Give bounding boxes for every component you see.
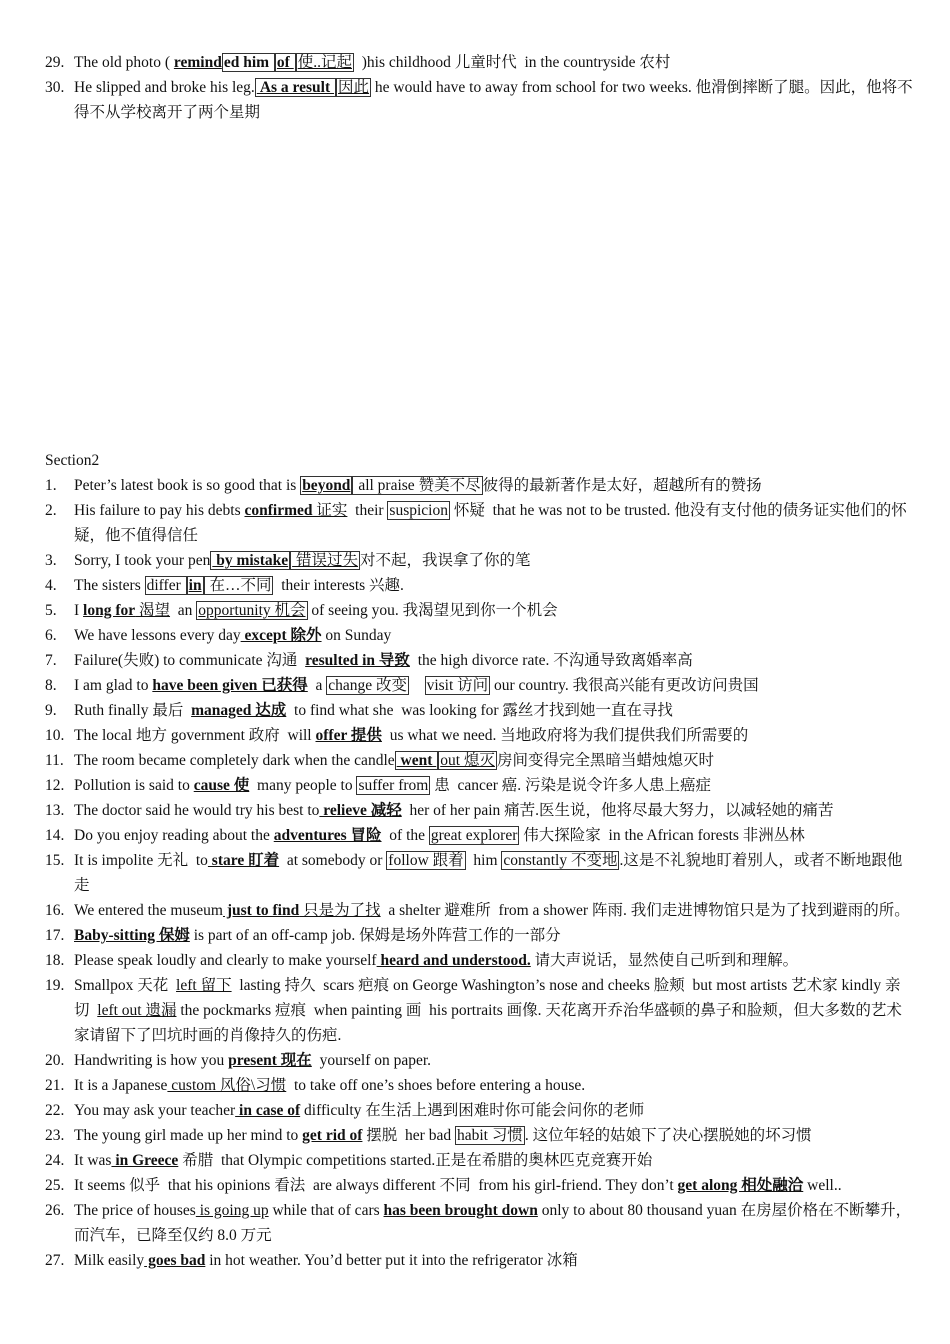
text-segment: .这是不礼貌地盯着别人，或者不断地跟他走 — [74, 852, 903, 894]
text-segment: while that of cars — [268, 1202, 384, 1219]
list-item — [45, 748, 915, 773]
text-segment: a shelter 避难所 from a shower 阵雨. 我们走进博物馆只是为了找到避雨的所。 — [380, 902, 910, 919]
item-number: 15. — [45, 852, 65, 869]
text-segment: in hot weather. You’d better put it into the refrigerator 冰箱 — [205, 1252, 578, 1269]
highlighted-phrase: in Greece — [111, 1152, 179, 1169]
boxed-phrase: follow 跟着 — [388, 852, 464, 869]
highlighted-phrase: cause 使 — [193, 777, 250, 794]
item-text — [74, 78, 913, 121]
list-item — [45, 473, 915, 498]
highlighted-phrase: long for — [83, 602, 136, 619]
text-segment: The price of houses — [74, 1202, 196, 1219]
item-number: 20. — [45, 1052, 65, 1069]
text-segment: 请大声说话，显然使自己听到和理解。 — [530, 952, 799, 969]
item-number: 17. — [45, 927, 65, 944]
item-number: 14. — [45, 827, 65, 844]
item-text — [74, 751, 714, 770]
item-text — [74, 802, 834, 819]
text-segment: You may ask your teacher — [74, 1102, 236, 1119]
item-text — [74, 977, 902, 1044]
boxed-phrase: suspicion — [389, 502, 448, 519]
item-text — [74, 1077, 585, 1094]
item-number: 27. — [45, 1252, 65, 1269]
text-segment: Milk easily — [74, 1252, 145, 1269]
item-text — [74, 927, 561, 944]
highlighted-phrase: get along 相处融洽 — [677, 1177, 804, 1194]
item-text — [74, 1052, 431, 1069]
list-item — [45, 698, 915, 723]
item-text — [74, 501, 907, 544]
boxed-phrase: 错误过失 — [292, 552, 359, 569]
highlighted-phrase: just to find — [222, 902, 300, 919]
highlighted-phrase: except 除外 — [240, 627, 322, 644]
text-segment: We entered the museum — [74, 902, 223, 919]
highlighted-phrase: left out 遗漏 — [97, 1002, 177, 1019]
list-item — [45, 948, 915, 973]
text-segment: difficulty 在生活上遇到困难时你可能会问你的老师 — [300, 1102, 645, 1119]
item-number: 3. — [45, 552, 57, 569]
text-segment: us what we need. 当地政府将为我们提供我们所需要的 — [381, 727, 749, 744]
text-segment: on Sunday — [321, 627, 392, 644]
boxed-phrase: beyond — [302, 477, 351, 494]
text-segment: is part of an off-camp job. 保姆是场外阵营工作的一部分 — [189, 927, 561, 944]
text-segment: Do you enjoy reading about the — [74, 827, 274, 844]
boxed-phrase: all praise 赞美不尽 — [354, 477, 481, 494]
item-text — [74, 776, 711, 795]
text-segment: His failure to pay his debts — [74, 502, 245, 519]
text-segment: well.. — [803, 1177, 842, 1194]
text-segment: It was — [74, 1152, 112, 1169]
text-segment: The room became completely dark when the candle — [74, 752, 395, 769]
item-text — [74, 902, 910, 919]
item-number: 19. — [45, 977, 65, 994]
highlighted-phrase: 渴望 — [135, 602, 171, 619]
list-item — [45, 1123, 915, 1148]
text-segment: It seems 似乎 that his opinions 看法 are always different 不同 from his girl-friend. They don’t — [74, 1177, 678, 1194]
item-text — [74, 727, 748, 744]
item-text — [74, 1102, 644, 1119]
text-segment: It is impolite 无礼 to — [74, 852, 208, 869]
item-number: 18. — [45, 952, 65, 969]
item-text — [74, 1126, 812, 1145]
list-item — [45, 1048, 915, 1073]
item-number: 6. — [45, 627, 57, 644]
text-segment: Peter’s latest book is so good that is — [74, 477, 301, 494]
item-text — [74, 702, 673, 719]
item-number: 13. — [45, 802, 65, 819]
text-segment: at somebody or — [279, 852, 387, 869]
item-number: 30. — [45, 79, 65, 96]
boxed-phrase: habit 习惯 — [456, 1127, 523, 1144]
boxed-phrase: 在…不同 — [205, 577, 272, 594]
text-segment: Please speak loudly and clearly to make yourself — [74, 952, 377, 969]
text-segment: a — [307, 677, 327, 694]
item-text — [74, 551, 531, 570]
boxed-phrase: great explorer — [430, 827, 518, 844]
text-segment: the high divorce rate. 不沟通导致离婚率高 — [409, 652, 693, 669]
list-item — [45, 798, 915, 823]
text-segment — [409, 677, 425, 694]
text-segment: Pollution is said to — [74, 777, 194, 794]
text-segment: her of her pain 痛苦.医生说，他将尽最大努力，以减轻她的痛苦 — [401, 802, 834, 819]
highlighted-phrase: get rid of — [302, 1127, 363, 1144]
boxed-phrase: of — [276, 54, 294, 71]
list-item — [45, 973, 915, 1048]
boxed-phrase: change 改变 — [328, 677, 408, 694]
item-text — [74, 53, 670, 72]
item-text — [74, 676, 759, 695]
item-text — [74, 1202, 911, 1244]
highlighted-phrase: managed 达成 — [191, 702, 287, 719]
list-item — [45, 1073, 915, 1098]
item-number: 1. — [45, 477, 57, 494]
text-segment: The sisters — [74, 577, 145, 594]
text-segment: I am glad to — [74, 677, 153, 694]
text-segment: Handwriting is how you — [74, 1052, 229, 1069]
list-item — [45, 573, 915, 598]
highlighted-phrase: relieve 减轻 — [319, 802, 402, 819]
list-item — [45, 1098, 915, 1123]
highlighted-phrase: offer 提供 — [315, 727, 382, 744]
text-segment: lasting 持久 scars 疤痕 on George Washington’s nose and cheeks 脸颊 but most artists 艺术家 kindly 亲切 — [74, 977, 901, 1019]
text-segment: 希腊 that Olympic competitions started.正是在希腊的奥林匹克竞赛开始 — [178, 1152, 653, 1169]
item-number: 12. — [45, 777, 65, 794]
section-title: Section2 — [45, 452, 100, 469]
text-segment: of seeing you. 我渴望见到你一个机会 — [307, 602, 558, 619]
list-item — [45, 1248, 915, 1273]
text-segment: the pockmarks 痘痕 when painting 画 his portraits 画像. 天花离开乔治华盛顿的鼻子和脸颊，但大多数的艺术家请留下了凹坑时画的肖像持久的伤疤. — [74, 1002, 902, 1044]
text-segment: Failure(失败) to communicate 沟通 — [74, 652, 306, 669]
list-item — [45, 1198, 915, 1248]
item-text — [74, 652, 693, 669]
list-item — [45, 898, 915, 923]
text-segment: He slipped and broke his leg. — [74, 79, 255, 96]
list-item — [45, 598, 915, 623]
highlighted-phrase: heard and understood. — [376, 952, 531, 969]
list-item — [45, 673, 915, 698]
item-text — [74, 601, 558, 620]
item-number: 7. — [45, 652, 57, 669]
highlighted-phrase: have been given 已获得 — [152, 677, 308, 694]
list-item — [45, 50, 915, 75]
item-text — [74, 476, 762, 495]
highlighted-phrase: has been brought down — [383, 1202, 538, 1219]
item-text — [74, 1152, 652, 1169]
list-item — [45, 723, 915, 748]
boxed-phrase: constantly 不变地 — [503, 852, 618, 869]
section-2-list — [45, 473, 915, 1273]
list-item — [45, 1148, 915, 1173]
highlighted-phrase: 证实 — [312, 502, 348, 519]
text-segment: 伟大探险家 in the African forests 非洲丛林 — [519, 827, 805, 844]
text-segment: to take off one’s shoes before entering a house. — [286, 1077, 586, 1094]
top-list — [45, 50, 915, 125]
text-segment: he would have to away from school for two weeks. 他滑倒摔断了腿。因此，他将不得不从学校离开了两个星期 — [74, 79, 913, 121]
text-segment: The young girl made up her mind to — [74, 1127, 303, 1144]
highlighted-phrase: 只是为了找 — [299, 902, 381, 919]
item-number: 5. — [45, 602, 57, 619]
text-segment: an — [170, 602, 197, 619]
text-segment: We have lessons every day — [74, 627, 241, 644]
boxed-phrase: out 熄灭 — [440, 752, 495, 769]
highlighted-phrase: adventures 冒险 — [273, 827, 382, 844]
list-item — [45, 623, 915, 648]
text-segment: The doctor said he would try his best to — [74, 802, 320, 819]
item-number: 24. — [45, 1152, 65, 1169]
boxed-phrase: by mistake — [212, 552, 289, 569]
highlighted-phrase: Baby-sitting 保姆 — [74, 927, 190, 944]
boxed-phrase: As a result — [256, 79, 335, 96]
text-segment: 患 cancer 癌. 污染是说令许多人患上癌症 — [430, 777, 712, 794]
text-segment: 对不起，我误拿了你的笔 — [360, 552, 531, 569]
item-text — [74, 952, 798, 969]
list-item — [45, 773, 915, 798]
text-segment: Sorry, I took your pen — [74, 552, 211, 569]
item-number: 16. — [45, 902, 65, 919]
highlighted-phrase: in case of — [235, 1102, 301, 1119]
text-segment: 彼得的最新著作是太好，超越所有的赞扬 — [482, 477, 762, 494]
highlighted-phrase: confirmed — [244, 502, 313, 519]
highlighted-phrase: custom 风俗\习惯 — [167, 1077, 287, 1094]
item-number: 23. — [45, 1127, 65, 1144]
item-number: 10. — [45, 727, 65, 744]
boxed-phrase: suffer from — [358, 777, 429, 794]
text-segment: Smallpox 天花 — [74, 977, 177, 994]
text-segment: The old photo ( — [74, 54, 174, 71]
text-segment: 摆脱 her bad — [362, 1127, 455, 1144]
highlighted-phrase: present 现在 — [228, 1052, 312, 1069]
boxed-phrase: opportunity 机会 — [198, 602, 306, 619]
section-2 — [45, 448, 915, 1273]
item-number: 2. — [45, 502, 57, 519]
item-number: 11. — [45, 752, 64, 769]
boxed-phrase: went — [396, 752, 437, 769]
highlighted-phrase: goes bad — [144, 1252, 206, 1269]
item-text — [74, 851, 902, 894]
list-item — [45, 498, 915, 548]
item-text — [74, 1252, 578, 1269]
item-number: 9. — [45, 702, 57, 719]
boxed-phrase: visit 访问 — [426, 677, 489, 694]
text-segment: It is a Japanese — [74, 1077, 168, 1094]
item-number: 26. — [45, 1202, 65, 1219]
highlighted-phrase: left 留下 — [176, 977, 232, 994]
text-segment: I — [74, 602, 84, 619]
text-segment: Ruth finally 最后 — [74, 702, 192, 719]
item-text — [74, 1177, 842, 1194]
item-text — [74, 627, 391, 644]
text-segment: . 这位年轻的姑娘下了决心摆脱她的坏习惯 — [524, 1127, 812, 1144]
item-number: 25. — [45, 1177, 65, 1194]
list-item — [45, 75, 915, 125]
highlighted-phrase: is going up — [195, 1202, 269, 1219]
item-number: 4. — [45, 577, 57, 594]
boxed-phrase: in — [188, 577, 202, 594]
list-item — [45, 648, 915, 673]
text-segment: 房间变得完全黑暗当蜡烛熄灭时 — [496, 752, 714, 769]
text-segment: him — [465, 852, 502, 869]
item-text — [74, 576, 404, 595]
text-segment: their interests 兴趣. — [273, 577, 404, 594]
highlighted-phrase: remind — [173, 54, 222, 71]
item-number: 22. — [45, 1102, 65, 1119]
boxed-phrase: differ — [146, 577, 185, 594]
text-segment: many people to — [249, 777, 357, 794]
list-item — [45, 848, 915, 898]
boxed-phrase: 使..记起 — [297, 54, 352, 71]
highlighted-phrase: resulted in 导致 — [305, 652, 410, 669]
item-number: 21. — [45, 1077, 65, 1094]
text-segment: 怀疑 that he was not to be trusted. 他没有支付他的债务证实他们的怀疑，他不值得信任 — [74, 502, 907, 544]
text-segment: )his childhood 儿童时代 in the countryside 农村 — [353, 54, 671, 71]
boxed-phrase: ed him — [223, 54, 273, 71]
text-segment: to find what she was looking for 露丝才找到她一直在寻找 — [286, 702, 673, 719]
item-number: 29. — [45, 54, 65, 71]
text-segment: only to about 80 thousand yuan 在房屋价格在不断攀升，而汽车，已降至仅约 8.0 万元 — [74, 1202, 912, 1244]
item-text — [74, 826, 805, 845]
item-number: 8. — [45, 677, 57, 694]
text-segment: yourself on paper. — [311, 1052, 432, 1069]
highlighted-phrase: stare 盯着 — [207, 852, 280, 869]
list-item — [45, 923, 915, 948]
text-segment: our country. 我很高兴能有更改访问贵国 — [490, 677, 759, 694]
list-item — [45, 1173, 915, 1198]
text-segment: of the — [381, 827, 429, 844]
boxed-phrase: 因此 — [338, 79, 370, 96]
list-item — [45, 548, 915, 573]
text-segment: their — [347, 502, 388, 519]
list-item — [45, 823, 915, 848]
text-segment: The local 地方 government 政府 will — [74, 727, 316, 744]
